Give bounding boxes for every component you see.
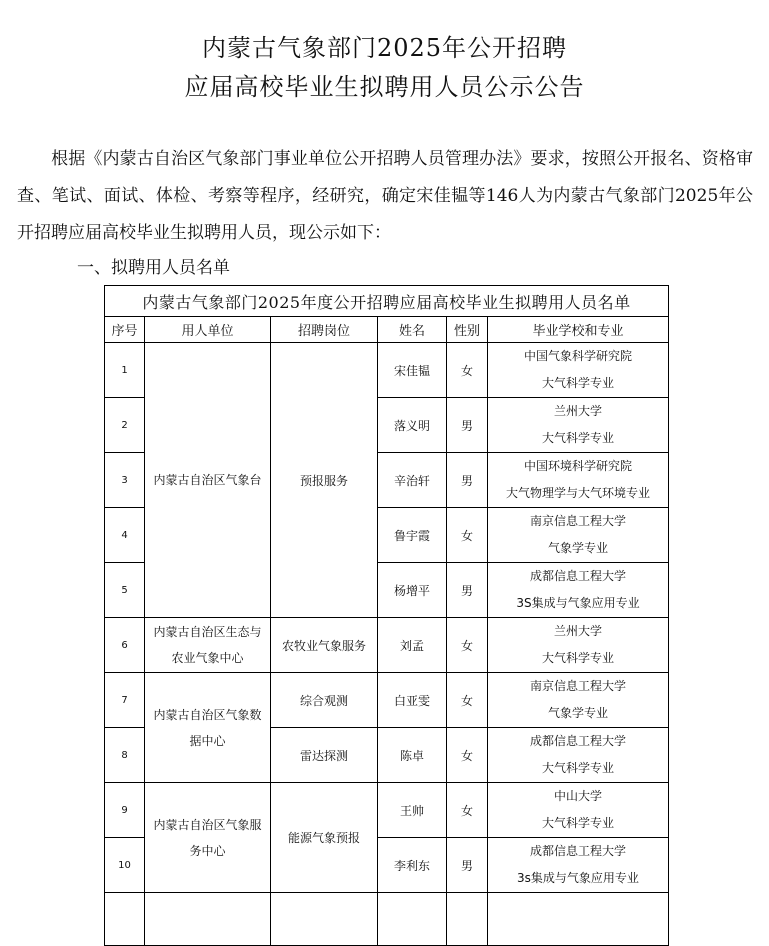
post-cell: 雷达探测 [271,728,378,783]
name-cell: 宋佳韫 [378,343,447,398]
row-no: 5 [105,563,145,618]
document-title-line2: 应届高校毕业生拟聘用人员公示公告 [184,73,585,101]
header-unit: 用人单位 [145,317,271,343]
school-name: 南京信息工程大学 [529,514,626,528]
header-gender: 性别 [447,317,488,343]
section-heading: 一、拟聘用人员名单 [77,258,230,278]
name-cell: 陈卓 [378,728,447,783]
row-no: 10 [105,838,145,893]
gender-cell: 女 [447,673,488,728]
table-header-row [105,317,669,343]
intro-text: 根据《内蒙古自治区气象部门事业单位公开招聘人员管理办法》要求，按照公开报名、资格审查、笔试、面试、体检、考察等程序，经研究，确定宋佳韫等146人为内蒙古气象部门2025年公开招聘应届高校毕业生拟聘用人员，现公示如下： [17,149,753,243]
gender-cell: 女 [447,508,488,563]
school-name: 成都信息工程大学 [529,844,626,858]
school-name: 成都信息工程大学 [529,734,626,748]
name-cell: 辛治轩 [378,453,447,508]
school-major: 大气科学专业 [541,651,614,665]
school-cell [488,563,669,618]
unit-cell [145,893,271,946]
school-major: 3S集成与气象应用专业 [516,596,640,610]
school-cell [488,893,669,946]
unit-cell: 内蒙古自治区气象数据中心 [145,673,271,783]
post-cell: 综合观测 [271,673,378,728]
school-name: 中山大学 [553,789,602,803]
gender-cell [447,893,488,946]
row-no [105,893,145,946]
name-cell: 白亚雯 [378,673,447,728]
candidates-table [104,285,669,946]
intro-paragraph [17,141,753,252]
gender-cell: 男 [447,453,488,508]
school-name: 兰州大学 [553,404,602,418]
school-major: 气象学专业 [547,541,608,555]
school-cell [488,673,669,728]
unit-cell: 内蒙古自治区生态与农业气象中心 [145,618,271,673]
gender-cell: 男 [447,563,488,618]
table-row [105,673,669,728]
table-caption: 内蒙古气象部门2025年度公开招聘应届高校毕业生拟聘用人员名单 [105,286,669,317]
row-no: 4 [105,508,145,563]
school-cell [488,618,669,673]
school-cell [488,398,669,453]
school-cell [488,728,669,783]
school-major: 大气科学专业 [541,761,614,775]
row-no: 3 [105,453,145,508]
name-cell: 李利东 [378,838,447,893]
name-cell: 鲁宇霞 [378,508,447,563]
post-cell [271,893,378,946]
name-cell [378,893,447,946]
row-no: 2 [105,398,145,453]
name-cell: 刘孟 [378,618,447,673]
header-name: 姓名 [378,317,447,343]
post-cell: 农牧业气象服务 [271,618,378,673]
name-cell: 王帅 [378,783,447,838]
row-no: 9 [105,783,145,838]
gender-cell: 女 [447,618,488,673]
school-cell [488,783,669,838]
school-cell [488,453,669,508]
gender-cell: 女 [447,343,488,398]
header-school: 毕业学校和专业 [488,317,669,343]
header-post: 招聘岗位 [271,317,378,343]
row-no: 7 [105,673,145,728]
row-no: 1 [105,343,145,398]
gender-cell: 女 [447,728,488,783]
gender-cell: 男 [447,398,488,453]
school-cell [488,343,669,398]
unit-cell: 内蒙古自治区气象服务中心 [145,783,271,893]
school-major: 大气科学专业 [541,431,614,445]
table-row [105,618,669,673]
gender-cell: 男 [447,838,488,893]
post-cell: 能源气象预报 [271,783,378,893]
name-cell: 杨增平 [378,563,447,618]
gender-cell: 女 [447,783,488,838]
row-no: 6 [105,618,145,673]
school-major: 3s集成与气象应用专业 [517,871,639,885]
school-major: 大气科学专业 [541,816,614,830]
school-major: 大气物理学与大气环境专业 [505,486,650,500]
post-cell: 预报服务 [271,343,378,618]
school-cell [488,838,669,893]
table-row [105,343,669,398]
school-name: 成都信息工程大学 [529,569,626,583]
row-no: 8 [105,728,145,783]
school-major: 大气科学专业 [541,376,614,390]
school-name: 兰州大学 [553,624,602,638]
school-name: 南京信息工程大学 [529,679,626,693]
name-cell: 落义明 [378,398,447,453]
school-name: 中国环境科学研究院 [523,459,632,473]
school-name: 中国气象科学研究院 [523,349,632,363]
table-row [105,783,669,838]
table-row-partial [105,893,669,946]
school-cell [488,508,669,563]
unit-cell: 内蒙古自治区气象台 [145,343,271,618]
document-title-line1: 内蒙古气象部门2025年公开招聘 [201,34,568,62]
header-no: 序号 [105,317,145,343]
school-major: 气象学专业 [547,706,608,720]
